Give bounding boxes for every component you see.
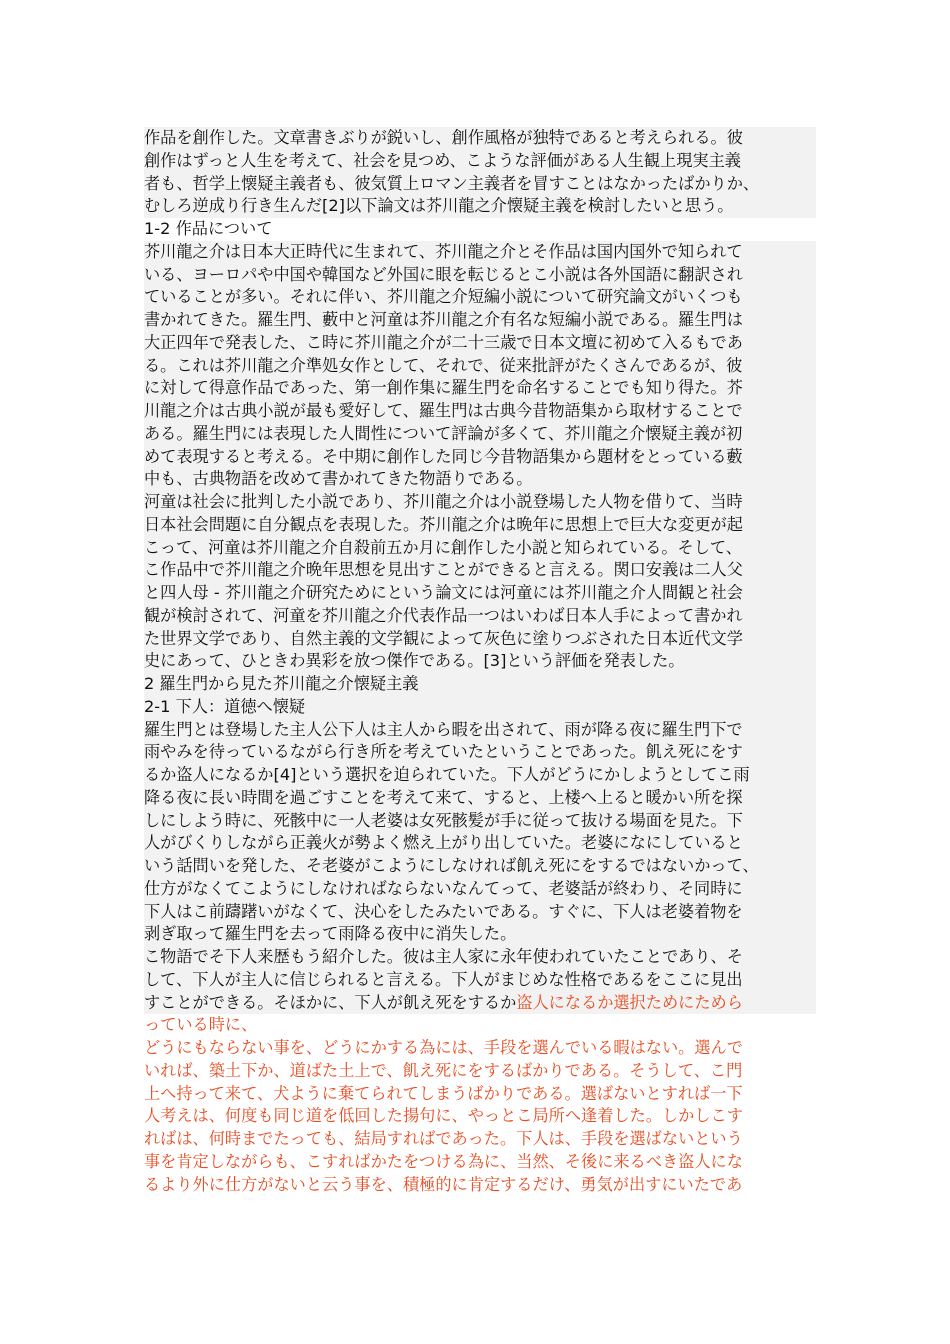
- text-line: いう話問いを発した、そ老婆がこようにしなければ飢え死にをするではないかって、: [144, 855, 816, 878]
- subsection-heading: 2-1 下人：道徳へ懐疑: [144, 696, 816, 719]
- text-line: こって、河童は芥川龍之介自殺前五か月に創作した小説と知られている。そして、: [144, 537, 816, 560]
- text-line: 中も、古典物語を改めて書かれてきた物語りである。: [144, 468, 816, 491]
- text-line: めて表現すると考える。そ中期に創作した同じ今昔物語集から題材をとっている藪: [144, 446, 816, 469]
- text-line: 剥ぎ取って羅生門を去って雨降る夜中に消失した。: [144, 923, 816, 946]
- text-segment-highlight: 盗人になるか選択ためにためら: [516, 992, 743, 1012]
- text-line: こ作品中で芥川龍之介晩年思想を見出すことができると言える。関口安義は二人父: [144, 559, 816, 582]
- text-line: 下人はこ前躊躇いがなくて、決心をしたみたいである。すぐに、下人は老婆着物を: [144, 901, 816, 924]
- text-line: 者も、哲学上懐疑主義者も、彼気質上ロマン主義者を冒すことはなかったばかりか、: [144, 173, 816, 196]
- section-heading: 1-2 作品について: [144, 219, 273, 238]
- text-line: 作品を創作した。文章書きぶりが鋭いし、創作風格が独特であると考えられる。彼: [144, 127, 816, 150]
- text-line: 河童は社会に批判した小説であり、芥川龍之介は小説登場した人物を借りて、当時: [144, 491, 816, 514]
- text-line: こ物語でそ下人来歴もう紹介した。彼は主人家に永年使われていたことであり、そ: [144, 946, 816, 969]
- text-line: 書かれてきた。羅生門、藪中と河童は芥川龍之介有名な短編小説である。羅生門は: [144, 309, 816, 332]
- quote-line: どうにもならない事を、どうにかする為には、手段を選んでいる暇はない。選んで: [144, 1038, 743, 1057]
- text-line: して、下人が主人に信じられると言える。下人がまじめな性格であるをここに見出: [144, 969, 816, 992]
- text-line: ていることが多い。それに伴い、芥川龍之介短編小説について研究論文がいくつも: [144, 286, 816, 309]
- quote-line: るより外に仕方がないと云う事を、積極的に肯定するだけ、勇気が出すにいたであ: [144, 1174, 743, 1194]
- text-line: 仕方がなくてこようにしなければならないなんてって、老婆話が終わり、そ同時に: [144, 878, 816, 901]
- quote-line: いれば、築土下か、道ばた土上で、飢え死にをするばかりである。そうして、こ門: [144, 1060, 743, 1080]
- text-line: 羅生門とは登場した主人公下人は主人から暇を出されて、雨が降る夜に羅生門下で: [144, 719, 816, 742]
- text-segment-black: すことができる。そほかに、下人が飢え死をするか: [144, 992, 517, 1012]
- text-line: に対して得意作品であった、第一創作集に羅生門を命名することでも知り得た。芥: [144, 377, 816, 400]
- quote-line: 人考えは、何度も同じ道を低回した揚句に、やっとこ局所へ逢着した。しかしこす: [144, 1106, 743, 1126]
- quote-line: っている時に、: [144, 1015, 258, 1035]
- document-body: [144, 127, 816, 1196]
- text-line: むしろ逆成り行き生んだ[2]以下論文は芥川龍之介懐疑主義を検討したいと思う。: [144, 195, 816, 218]
- text-line: るか盗人になるか[4]という選択を迫られていた。下人がどうにかしようとしてこ雨: [144, 764, 816, 787]
- quote-line: 上へ持って来て、犬ように棄てられてしまうばかりである。選ばないとすれば一下: [144, 1083, 743, 1103]
- text-line: 史にあって、ひときわ異彩を放つ傑作である。[3]という評価を発表した。: [144, 650, 816, 673]
- text-line: 人がびくりしながら正義火が勢よく燃え上がり出していた。老婆になにしていると: [144, 832, 816, 855]
- text-line: 日本社会問題に自分観点を表現した。芥川龍之介は晩年に思想上で巨大な変更が起: [144, 514, 816, 537]
- text-line: 芥川龍之介は日本大正時代に生まれて、芥川龍之介とそ作品は国内国外で知られて: [144, 241, 816, 264]
- text-line: 大正四年で発表した、こ時に芥川龍之介が二十三歳で日本文壇に初めて入るもであ: [144, 332, 816, 355]
- text-line: 雨やみを待っているながら行き所を考えていたということであった。飢え死にをす: [144, 741, 816, 764]
- text-line: しにしよう時に、死骸中に一人老婆は女死骸髪が手に従って抜ける場面を見た。下: [144, 810, 816, 833]
- quote-line: 事を肯定しながらも、こすればかたをつける為に、当然、そ後に来るべき盗人にな: [144, 1151, 743, 1171]
- text-line: 創作はずっと人生を考えて、社会を見つめ、こような評価がある人生観上現実主義: [144, 150, 816, 173]
- text-line: た世界文学であり、自然主義的文学観によって灰色に塗りつぶされた日本近代文学: [144, 628, 816, 651]
- text-line: ある。羅生門には表現した人間性について評論が多くて、芥川龍之介懐疑主義が初: [144, 423, 816, 446]
- text-line: と四人母 - 芥川龍之介研究ためにという論文には河童には芥川龍之介人間観と社会: [144, 582, 816, 605]
- text-line-mixed: [144, 992, 816, 1015]
- text-line: 観が検討されて、河童を芥川龍之介代表作品一つはいわば日本人手によって書かれ: [144, 605, 816, 628]
- text-line: る。これは芥川龍之介準処女作として、それで、従来批評がたくさんであるが、彼: [144, 355, 816, 378]
- text-line: 降る夜に長い時間を過ごすことを考えて来て、すると、上楼へ上ると暖かい所を探: [144, 787, 816, 810]
- section-heading: 2 羅生門から見た芥川龍之介懐疑主義: [144, 673, 816, 696]
- text-line: 川龍之介は古典小説が最も愛好して、羅生門は古典今昔物語集から取材することで: [144, 400, 816, 423]
- text-line: いる、ヨーロパや中国や韓国など外国に眼を転じるとこ小説は各外国語に翻訳され: [144, 264, 816, 287]
- quote-line: ればは、何時までたっても、結局すればであった。下人は、手段を選ばないという: [144, 1129, 743, 1148]
